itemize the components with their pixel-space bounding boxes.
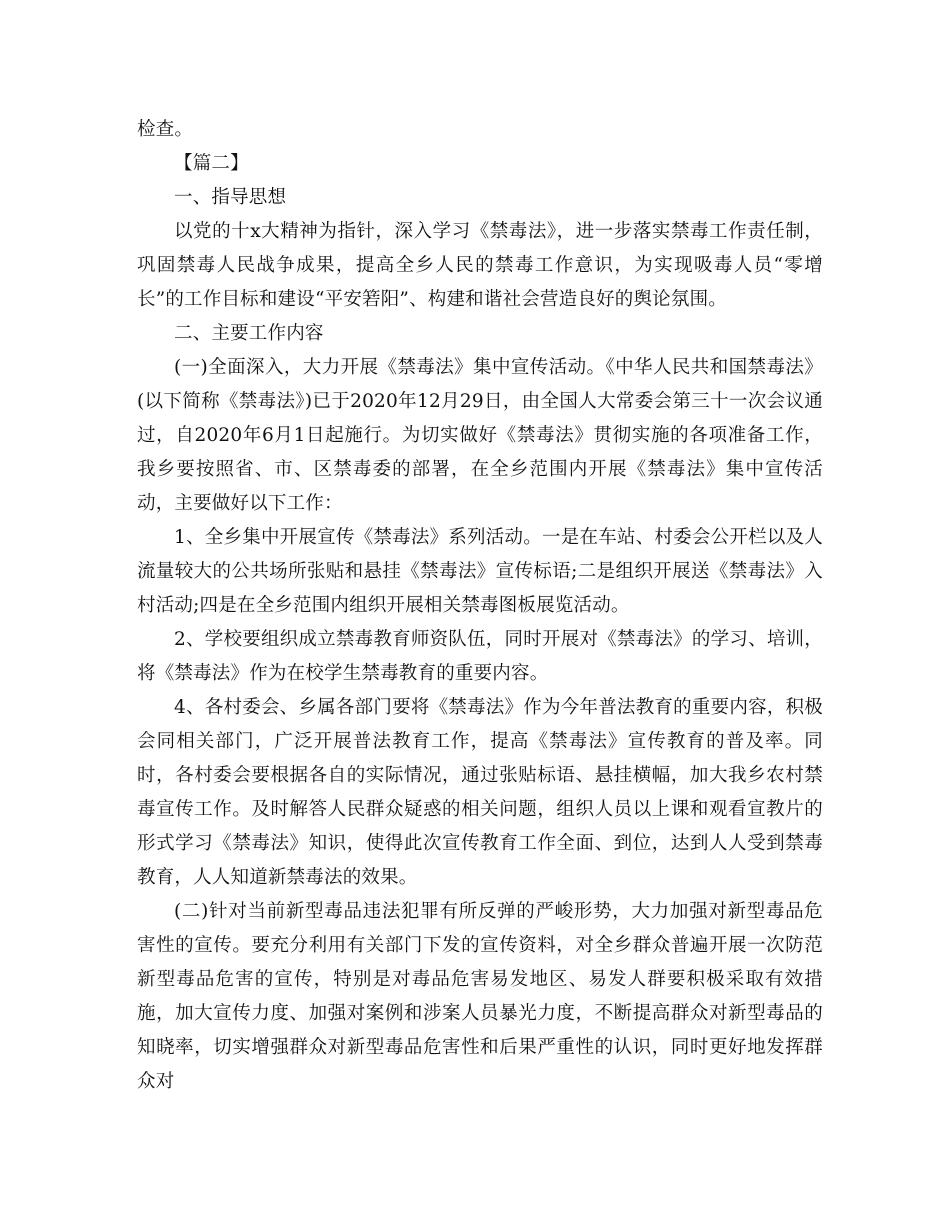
paragraph-item-one: (一)全面深入，大力开展《禁毒法》集中宣传活动。《中华人民共和国禁毒法》(以下简称《禁毒法》)已于2020年12月29日，由全国人大常委会第三十一次会议通过，自2020年6月1日起施行。为切实做好《禁毒法》贯彻实施的各项准备工作，我乡要按照省、市、区禁毒委的部署，在全乡范围内开展《禁毒法》集中宣传活动，主要做好以下工作： xyxy=(137,357,823,514)
paragraph-continuation: 检查。 xyxy=(137,119,194,140)
paragraph-guiding-ideology: 以党的十x大精神为指针，深入学习《禁毒法》，进一步落实禁毒工作责任制，巩固禁毒人民战争成果，提高全乡人民的禁毒工作意识，为实现吸毒人员“零增长”的工作目标和建设“平安箬阳”、构建和谐社会营造良好的舆论氛围。 xyxy=(137,221,823,310)
paragraph-sub-item-1: 1、全乡集中开展宣传《禁毒法》系列活动。一是在车站、村委会公开栏以及人流量较大的公共场所张贴和悬挂《禁毒法》宣传标语;二是组织开展送《禁毒法》入村活动;四是在全乡范围内组织开展相关禁毒图板展览活动。 xyxy=(137,527,823,616)
heading-guiding-ideology: 一、指导思想 xyxy=(174,187,287,208)
heading-main-work: 二、主要工作内容 xyxy=(174,323,324,344)
section-heading-part-two: 【篇二】 xyxy=(174,153,249,174)
paragraph-sub-item-2: 2、学校要组织成立禁毒教育师资队伍，同时开展对《禁毒法》的学习、培训，将《禁毒法》作为在校学生禁毒教育的重要内容。 xyxy=(137,629,823,684)
paragraph-item-two: (二)针对当前新型毒品违法犯罪有所反弹的严峻形势，大力加强对新型毒品危害性的宣传。要充分利用有关部门下发的宣传资料，对全乡群众普遍开展一次防范新型毒品危害的宣传，特别是对毒品危害易发地区、易发人群要积极采取有效措施，加大宣传力度、加强对案例和涉案人员暴光力度，不断提高群众对新型毒品的知晓率，切实增强群众对新型毒品危害性和后果严重性的认识，同时更好地发挥群众对 xyxy=(137,901,823,1092)
paragraph-sub-item-4: 4、各村委会、乡属各部门要将《禁毒法》作为今年普法教育的重要内容，积极会同相关部门，广泛开展普法教育工作，提高《禁毒法》宣传教育的普及率。同时，各村委会要根据各自的实际情况，通过张贴标语、悬挂横幅，加大我乡农村禁毒宣传工作。及时解答人民群众疑惑的相关问题，组织人员以上课和观看宣教片的形式学习《禁毒法》知识，使得此次宣传教育工作全面、到位，达到人人受到禁毒教育，人人知道新禁毒法的效果。 xyxy=(137,697,823,888)
document-body xyxy=(137,113,823,1099)
